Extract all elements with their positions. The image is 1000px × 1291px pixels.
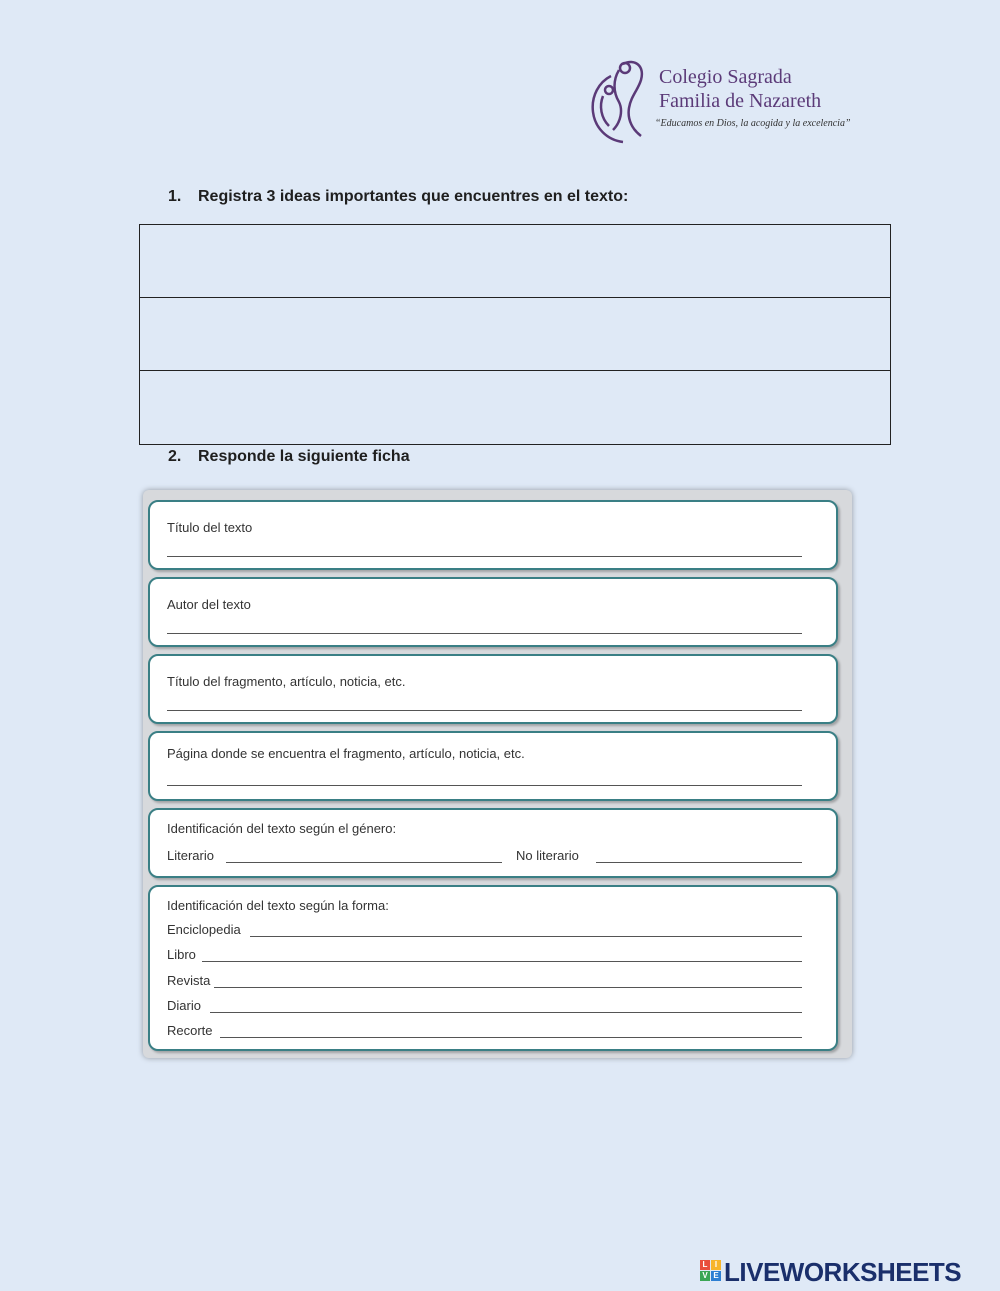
literario-label: Literario: [167, 848, 214, 863]
genero-heading: Identificación del texto según el género:: [167, 821, 397, 836]
forma-option-label: Libro: [167, 947, 196, 962]
forma-heading: Identificación del texto según la forma:: [167, 898, 389, 913]
logo-line-2: Familia de Nazareth: [659, 90, 822, 112]
pagina-label: Página donde se encuentra el fragmento, artículo, noticia, etc.: [167, 746, 525, 761]
section-2-heading: [168, 448, 410, 466]
recorte-underline: [220, 1037, 802, 1038]
section-2-number: 2.: [168, 448, 182, 465]
no-literario-label: No literario: [516, 848, 579, 863]
section-1-number: 1.: [168, 188, 182, 205]
reading-card-form: [143, 490, 852, 1058]
card-forma: [148, 885, 838, 1051]
card-titulo-texto: [148, 500, 838, 570]
literario-underline: [226, 862, 502, 863]
titulo-fragmento-underline: [167, 710, 802, 711]
holy-family-emblem-icon: [583, 56, 655, 148]
pagina-input[interactable]: [167, 767, 806, 787]
titulo-texto-input[interactable]: [167, 538, 806, 558]
forma-option-label: Diario: [167, 998, 201, 1013]
pagina-underline: [167, 785, 802, 786]
liveworksheets-logo-icon: L I V E: [700, 1260, 722, 1282]
ideas-table: [139, 224, 891, 445]
autor-texto-input[interactable]: [167, 615, 806, 635]
section-2-title: Responde la siguiente ficha: [198, 448, 410, 465]
idea-row: [140, 371, 890, 444]
card-pagina: [148, 731, 838, 801]
section-1-title: Registra 3 ideas importantes que encuentres en el texto:: [198, 188, 629, 205]
idea-row: [140, 298, 890, 371]
liveworksheets-wordmark: LIVEWORKSHEETS: [724, 1257, 962, 1287]
logo-line-1: Colegio Sagrada: [659, 66, 792, 88]
forma-option-label: Enciclopedia: [167, 922, 241, 937]
forma-option-label: Recorte: [167, 1023, 213, 1038]
autor-texto-underline: [167, 633, 802, 634]
idea-row: [140, 225, 890, 298]
idea-input-1[interactable]: [140, 225, 890, 297]
card-autor-texto: [148, 577, 838, 647]
no-literario-input[interactable]: [596, 846, 806, 866]
no-literario-underline: [596, 862, 802, 863]
section-1-heading: [168, 188, 628, 206]
forma-option-label: Revista: [167, 973, 211, 988]
titulo-fragmento-input[interactable]: [167, 692, 806, 712]
school-logo: [583, 56, 873, 148]
literario-input[interactable]: [226, 846, 506, 866]
enciclopedia-underline: [250, 936, 802, 937]
revista-underline: [214, 987, 802, 988]
libro-underline: [202, 961, 802, 962]
logo-motto: “Educamos en Dios, la acogida y la excelencia”: [655, 118, 851, 129]
autor-texto-label: Autor del texto: [167, 597, 251, 612]
diario-underline: [210, 1012, 802, 1013]
card-genero: [148, 808, 838, 878]
titulo-fragmento-label: Título del fragmento, artículo, noticia, etc.: [167, 674, 406, 689]
idea-input-2[interactable]: [140, 298, 890, 370]
idea-input-3[interactable]: [140, 371, 890, 444]
titulo-texto-underline: [167, 556, 802, 557]
titulo-texto-label: Título del texto: [167, 520, 253, 535]
card-titulo-fragmento: [148, 654, 838, 724]
